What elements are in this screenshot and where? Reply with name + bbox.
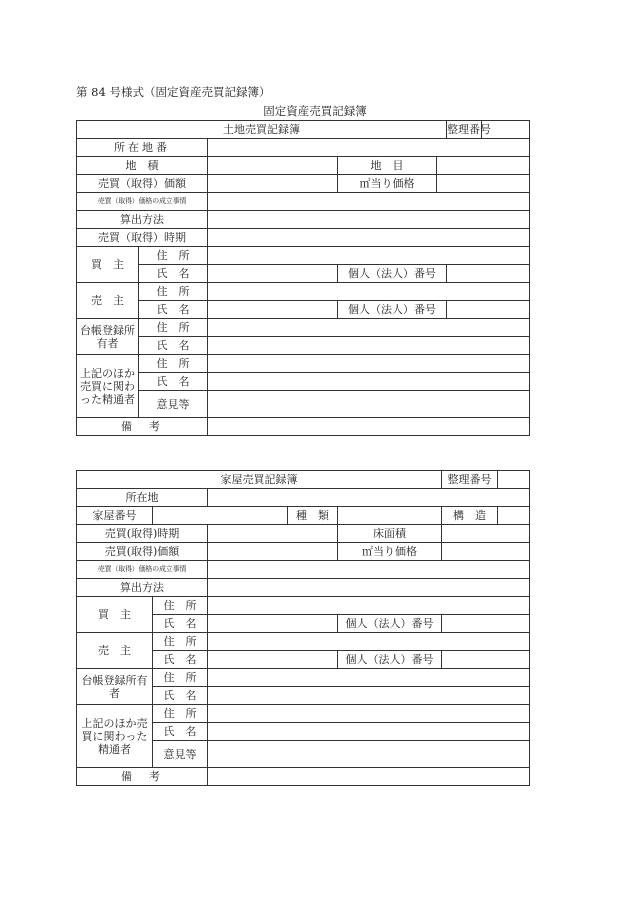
land-seller-id-field[interactable] [447,301,530,319]
land-remarks-label: 備 考 [77,418,208,436]
house-others-address-label: 住 所 [153,705,208,723]
land-area-label: 地 積 [77,157,208,175]
house-circumstances-field[interactable] [208,561,530,579]
land-category-field[interactable] [437,157,530,175]
land-date-label: 売買（取得）時期 [77,229,208,247]
house-others-name-field[interactable] [208,723,530,741]
land-seller-name-label: 氏 名 [139,301,208,319]
house-structure-label: 構 造 [442,507,498,525]
land-seller-id-label: 個人（法人）番号 [338,301,447,319]
house-owner-name-field[interactable] [208,687,530,705]
land-unit-price-field[interactable] [437,175,530,193]
house-circumstances-label: 売買（取得）価格の成立事情 [77,561,208,579]
land-location-field[interactable] [208,139,530,157]
house-others-label: 上記のほか売買に関わった精通者 [77,705,153,768]
house-structure-field[interactable] [498,507,530,525]
land-others-name-label: 氏 名 [139,373,208,391]
land-buyer-name-field[interactable] [208,265,338,283]
house-ledger-owner-label: 台帳登録所有者 [77,669,153,705]
house-owner-address-label: 住 所 [153,669,208,687]
document-title: 固定資産売買記録簿 [263,104,367,118]
land-owner-name-field[interactable] [208,337,530,355]
house-others-name-label: 氏 名 [153,723,208,741]
house-others-address-field[interactable] [208,705,530,723]
land-date-field[interactable] [208,229,530,247]
house-ref-label: 整理番号 [442,471,498,489]
house-table-title: 家屋売買記録簿 [77,471,442,489]
land-location-label: 所在地番 [77,139,208,157]
house-seller-name-field[interactable] [208,651,338,669]
house-buyer-name-field[interactable] [208,615,338,633]
house-seller-address-label: 住 所 [153,633,208,651]
house-unit-price-field[interactable] [442,543,530,561]
land-others-address-label: 住 所 [139,355,208,373]
land-seller-name-field[interactable] [208,301,338,319]
house-owner-address-field[interactable] [208,669,530,687]
land-buyer-label: 買 主 [77,247,139,283]
house-date-field[interactable] [208,525,338,543]
house-number-field[interactable] [153,507,288,525]
land-owner-address-field[interactable] [208,319,530,337]
house-buyer-label: 買 主 [77,597,153,633]
land-remarks-field[interactable] [208,418,530,436]
house-seller-id-label: 個人（法人）番号 [338,651,442,669]
land-buyer-id-field[interactable] [447,265,530,283]
land-buyer-address-field[interactable] [208,247,530,265]
house-buyer-id-field[interactable] [442,615,530,633]
land-buyer-name-label: 氏 名 [139,265,208,283]
house-floor-area-field[interactable] [442,525,530,543]
house-buyer-id-label: 個人（法人）番号 [338,615,442,633]
house-unit-price-label: ㎡当り価格 [338,543,442,561]
house-price-label: 売買(取得)価額 [77,543,208,561]
land-seller-address-field[interactable] [208,283,530,301]
house-record-table [76,470,530,786]
house-buyer-address-label: 住 所 [153,597,208,615]
house-remarks-label: 備 考 [77,768,208,786]
house-seller-address-field[interactable] [208,633,530,651]
land-owner-name-label: 氏 名 [139,337,208,355]
land-area-field[interactable] [208,157,338,175]
land-price-field[interactable] [208,175,338,193]
house-floor-area-label: 床面積 [338,525,442,543]
house-opinion-field[interactable] [208,741,530,768]
land-circumstances-label: 売買（取得）価格の成立事情 [77,193,208,211]
land-seller-label: 売 主 [77,283,139,319]
land-unit-price-label: ㎡当り価格 [338,175,437,193]
land-calc-method-label: 算出方法 [77,211,208,229]
land-owner-address-label: 住 所 [139,319,208,337]
land-buyer-address-label: 住 所 [139,247,208,265]
land-ledger-owner-label: 台帳登録所有者 [77,319,139,355]
land-category-label: 地 目 [338,157,437,175]
house-buyer-name-label: 氏 名 [153,615,208,633]
house-remarks-field[interactable] [208,768,530,786]
land-buyer-id-label: 個人（法人）番号 [338,265,447,283]
house-buyer-address-field[interactable] [208,597,530,615]
land-opinion-label: 意見等 [139,391,208,418]
house-seller-name-label: 氏 名 [153,651,208,669]
land-table-title: 土地売買記録簿 [77,121,447,139]
house-price-field[interactable] [208,543,338,561]
land-price-label: 売買（取得）価額 [77,175,208,193]
house-owner-name-label: 氏 名 [153,687,208,705]
land-others-name-field[interactable] [208,373,530,391]
land-opinion-field[interactable] [208,391,530,418]
house-opinion-label: 意見等 [153,741,208,768]
house-location-field[interactable] [208,489,530,507]
house-ref-value[interactable] [498,471,530,489]
house-kind-field[interactable] [338,507,442,525]
house-seller-id-field[interactable] [442,651,530,669]
land-others-address-field[interactable] [208,355,530,373]
house-calc-method-field[interactable] [208,579,530,597]
land-circumstances-field[interactable] [208,193,530,211]
land-others-label: 上記のほか売買に関わった精通者 [77,355,139,418]
house-date-label: 売買(取得)時期 [77,525,208,543]
land-ref-label: 整理番号 [447,121,482,139]
house-seller-label: 売 主 [77,633,153,669]
land-seller-address-label: 住 所 [139,283,208,301]
house-kind-label: 種 類 [288,507,338,525]
land-calc-method-field[interactable] [208,211,530,229]
house-location-label: 所在地 [77,489,208,507]
form-number: 第 84 号様式（固定資産売買記録簿） [76,85,271,99]
house-number-label: 家屋番号 [77,507,153,525]
land-record-table [76,120,530,436]
house-calc-method-label: 算出方法 [77,579,208,597]
